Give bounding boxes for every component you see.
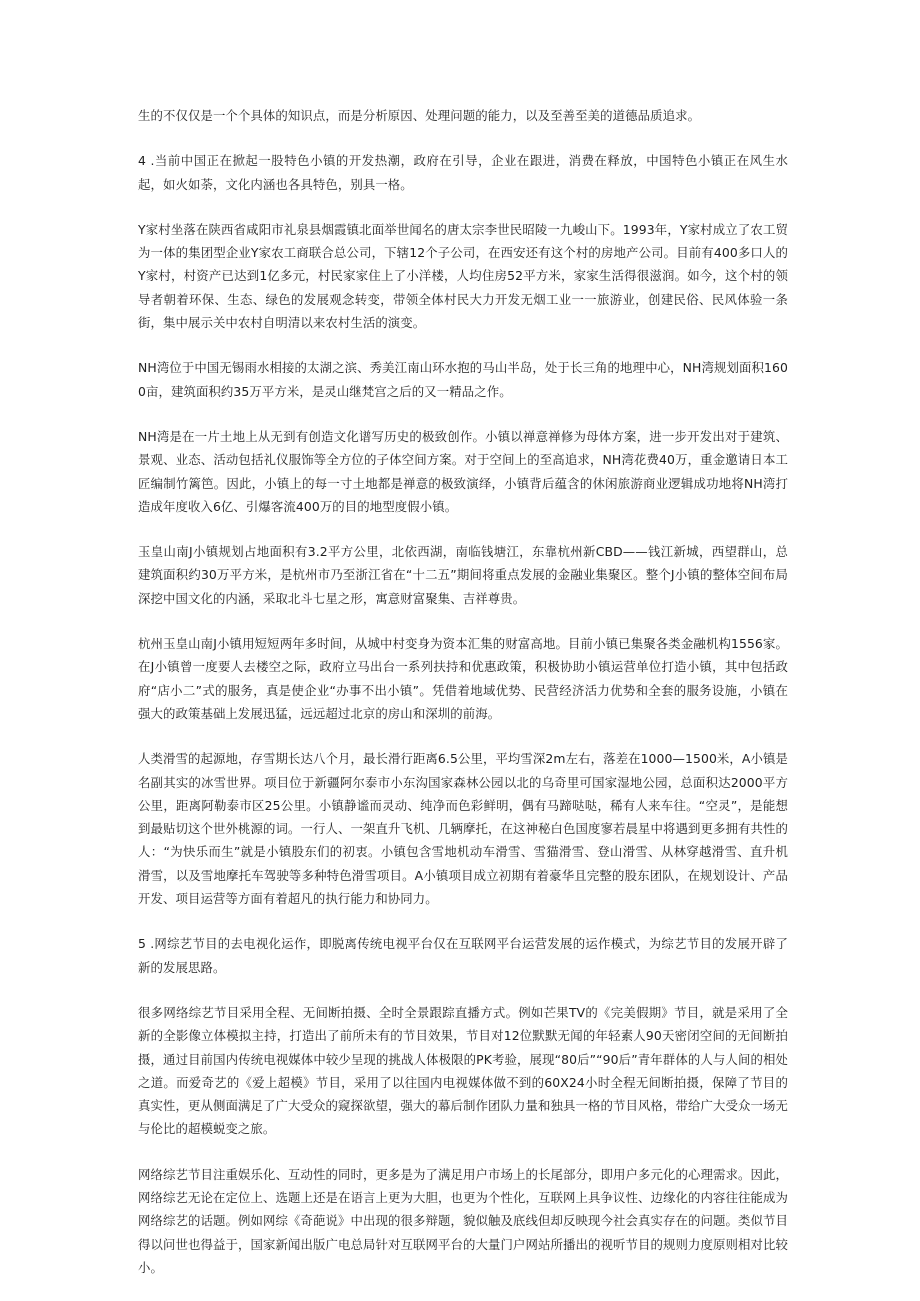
paragraph-5: NH湾是在一片土地上从无到有创造文化谱写历史的极致创作。小镇以禅意禅修为母体方案，进一步开发出对于建筑、景观、业态、活动包括礼仪服饰等全方位的子体空间方案。对于空间上的至高追求，NH湾花费40万，重金邀请日本工匠编制竹篱笆。因此，小镇上的每一寸土地都是禅意的极致演绎，小镇背后蕴含的休闲旅游商业逻辑成功地将NH湾打造成年度收入6亿、引爆客流400万的目的地型度假小镇。 xyxy=(138,428,788,514)
paragraph-3: Y家村坐落在陕西省咸阳市礼泉县烟霞镇北面举世闻名的唐太宗李世民昭陵一九峻山下。1993年，Y家村成立了农工贸为一体的集团型企业Y家农工商联合总公司，下辖12个子公司，在西安还有这个村的房地产公司。目前有400多口人的Y家村，村资产已达到1亿多元，村民家家住上了小洋楼，人均住房52平方米，家家生活得很滋润。如今，这个村的领导者朝着环保、生态、绿色的发展观念转变，带领全体村民大力开发无烟工业一一旅游业，创建民俗、民风体验一条街，集中展示关中农村自明清以来农村生活的演变。 xyxy=(138,221,788,331)
document-body xyxy=(138,104,788,1301)
paragraph-1: 生的不仅仅是一个个具体的知识点，而是分析原因、处理问题的能力，以及至善至美的道德品质追求。 xyxy=(138,108,701,123)
paragraph-4: NH湾位于中国无锡雨水相接的太湖之滨、秀美江南山环水抱的马山半岛，处于长三角的地理中心，NH湾规划面积1600亩，建筑面积约35万平方米，是灵山继梵宫之后的又一精品之作。 xyxy=(138,360,788,399)
paragraph-6: 玉皇山南J小镇规划占地面积有3.2平方公里，北依西湖，南临钱塘江，东靠杭州新CBD——钱江新城，西望群山，总建筑面积约30万平方米，是杭州市乃至浙江省在“十二五”期间将重点发展的金融业集聚区。整个J小镇的整体空间布局深挖中国文化的内涵，采取北斗七星之形，寓意财富聚集、吉祥尊贵。 xyxy=(138,544,788,606)
paragraph-10: 很多网络综艺节目采用全程、无间断拍摄、全时全景跟踪直播方式。例如芒果TV的《完美假期》节目，就是采用了全新的全影像立体模拟主持，打造出了前所未有的节目效果，节目对12位默默无闻的年轻素人90天密闭空间的无间断拍摄，通过目前国内传统电视媒体中较少呈现的挑战人体极限的PK考验，展现“80后”“90后”青年群体的人与人间的相处之道。而爱奇艺的《爱上超模》节目，采用了以往国内电视媒体做不到的60X24小时全程无间断拍摄，保障了节目的真实性，更从侧面满足了广大受众的窥探欲望，强大的幕后制作团队力量和独具一格的节目风格，带给广大受众一场无与伦比的超模蜕变之旅。 xyxy=(138,1004,788,1137)
paragraph-2: 4 .当前中国正在掀起一股特色小镇的开发热潮，政府在引导，企业在跟进，消费在释放，中国特色小镇正在风生水起，如火如荼，文化内涵也各具特色，别具一格。 xyxy=(138,153,788,192)
paragraph-11: 网络综艺节目注重娱乐化、互动性的同时，更多是为了满足用户市场上的长尾部分，即用户多元化的心理需求。因此，网络综艺无论在定位上、选题上还是在语言上更为大胆，也更为个性化，互联网上具争议性、边缘化的内容往往能成为网络综艺的话题。例如网综《奇葩说》中出现的很多辩题，貌似触及底线但却反映现今社会真实存在的问题。类似节目得以问世也得益于，国家新闻出版广电总局针对互联网平台的大量门户网站所播出的视听节目的规则力度原则相对比较小。 xyxy=(138,1166,788,1275)
paragraph-8: 人类滑雪的起源地，存雪期长达八个月，最长滑行距离6.5公里，平均雪深2m左右，落差在1000—1500米，A小镇是名副其实的冰雪世界。项目位于新疆阿尔泰市小东沟国家森林公园以北的乌奇里可国家湿地公园，总面积达2000平方公里，距离阿勒泰市区25公里。小镇静谧而灵动、纯净而色彩鲜明，偶有马蹄哒哒，稀有人来车往。“空灵”，是能想到最贴切这个世外桃源的词。一行人、一架直升飞机、几辆摩托，在这神秘白色国度寥若晨星中将遇到更多拥有共性的人：“为快乐而生”就是小镇股东们的初衷。小镇包含雪地机动车滑雪、雪猫滑雪、登山滑雪、从林穿越滑雪、直升机滑雪，以及雪地摩托车驾驶等多种特色滑雪项目。A小镇项目成立初期有着豪华且完整的股东团队，在规划设计、产品开发、项目运营等方面有着超凡的执行能力和协同力。 xyxy=(138,751,788,907)
paragraph-7: 杭州玉皇山南J小镇用短短两年多时间，从城中村变身为资本汇集的财富高地。目前小镇已集聚各类金融机构1556家。在J小镇曾一度要人去楼空之际，政府立马出台一系列扶持和优惠政策，积极协助小镇运营单位打造小镇，其中包括政府“店小二”式的服务，真是使企业“办事不出小镇”。凭借着地域优势、民营经济活力优势和全套的服务设施，小镇在强大的政策基础上发展迅猛，远远超过北京的房山和深圳的前海。 xyxy=(138,636,788,721)
paragraph-9: 5 .网综艺节目的去电视化运作，即脱离传统电视平台仅在互联网平台运营发展的运作模式，为综艺节目的发展开辟了新的发展思路。 xyxy=(138,936,788,975)
